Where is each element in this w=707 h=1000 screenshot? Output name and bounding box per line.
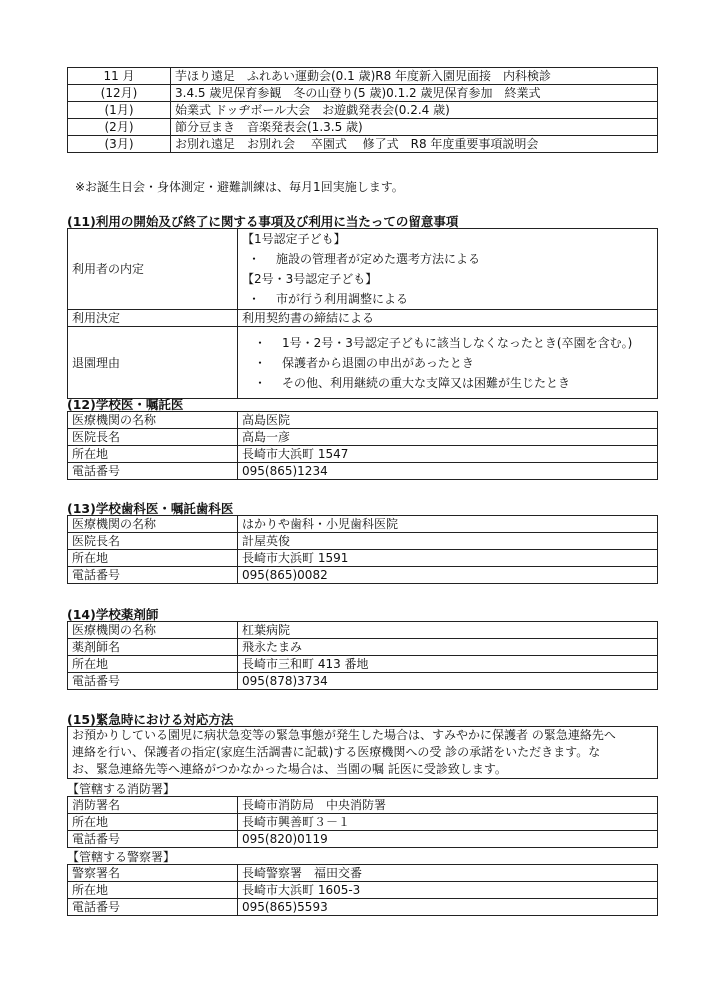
table-row [68, 119, 658, 136]
target-value [238, 229, 658, 310]
table-row: 電話番号 095(820)0119 [68, 831, 658, 848]
leave-line: ・ その他、利用継続の重大な支障又は困難が生じたとき [242, 373, 653, 393]
table-row [68, 136, 658, 153]
table-row [68, 68, 658, 85]
month-cell: 11 月 [68, 68, 171, 85]
bullet: ・ [254, 355, 267, 370]
table-row: 電話番号 095(865)0082 [68, 567, 658, 584]
school-doctor-table [67, 411, 658, 480]
table-row [68, 102, 658, 119]
table-row: 所在地 長崎市興善町３－１ [68, 814, 658, 831]
table-row [68, 85, 658, 102]
emergency-intro [67, 726, 658, 779]
table-row: 医療機関の名称 杠葉病院 [68, 622, 658, 639]
table-row: 所在地 長崎市大浜町 1547 [68, 446, 658, 463]
table-row: 所在地 長崎市大浜町 1591 [68, 550, 658, 567]
section-11-heading: (11)利用の開始及び終了に関する事項及び利用に当たっての留意事項 [67, 214, 459, 229]
decision-value: 利用契約書の締結による [238, 310, 658, 327]
section-12-heading: (12)学校医・嘱託医 [67, 397, 184, 412]
schedule-note: ※お誕生日会・身体測定・避難訓練は、毎月1回実施します。 [75, 180, 404, 194]
table-row: 医療機関の名称 高島医院 [68, 412, 658, 429]
table-row: 電話番号 095(865)1234 [68, 463, 658, 480]
month-cell: (12月) [68, 85, 171, 102]
events-cell: 3.4.5 歳児保育参観 冬の山登り(5 歳)0.1.2 歳児保育参加 終業式 [171, 85, 658, 102]
schedule-table [67, 67, 658, 153]
table-row: 所在地 長崎市大浜町 1605-3 [68, 882, 658, 899]
target-line: ・ 施設の管理者が定めた選考方法による [242, 249, 653, 269]
table-row [68, 327, 658, 399]
table-row: 電話番号 095(865)5593 [68, 899, 658, 916]
usage-table [67, 228, 658, 399]
month-cell: (2月) [68, 119, 171, 136]
table-row: 薬剤師名 飛永たまみ [68, 639, 658, 656]
events-cell: お別れ遠足 お別れ会 卒園式 修了式 R8 年度重要事項説明会 [171, 136, 658, 153]
target-line: ・ 市が行う利用調整による [242, 289, 653, 309]
bullet: ・ [248, 292, 261, 306]
target-line: 【2号・3号認定子ども】 [242, 272, 378, 286]
leave-line: ・ 1号・2号・3号認定子どもに該当しなくなったとき(卒園を含む。) [242, 333, 653, 353]
table-row: 消防署名 長崎市消防局 中央消防署 [68, 797, 658, 814]
school-dentist-table [67, 515, 658, 584]
police-station-heading: 【管轄する警察署】 [67, 850, 176, 864]
intro-line: 連絡を行い、保護者の指定(家庭生活調書に記載)する医療機関への受 診の承諾をいただきます。な [72, 745, 601, 759]
bullet: ・ [248, 252, 261, 266]
police-station-table [67, 864, 658, 916]
bullet: ・ [254, 335, 267, 350]
table-row: 医院長名 高島一彦 [68, 429, 658, 446]
table-row [68, 310, 658, 327]
section-13-heading: (13)学校歯科医・嘱託歯科医 [67, 501, 234, 516]
section-15-heading: (15)緊急時における対応方法 [67, 712, 234, 727]
table-row: 所在地 長崎市三和町 413 番地 [68, 656, 658, 673]
month-cell: (3月) [68, 136, 171, 153]
events-cell: 芋ほり遠足 ふれあい運動会(0.1 歳)R8 年度新入園児面接 内科検診 [171, 68, 658, 85]
intro-line: お、緊急連絡先等へ連絡がつかなかった場合は、当園の嘱 託医に受診致します。 [72, 762, 507, 776]
target-line: 【1号認定子ども】 [242, 232, 346, 246]
intro-line: お預かりしている園児に病状急変等の緊急事態が発生した場合は、すみやかに保護者 の緊急連絡先へ [72, 728, 616, 742]
target-label: 利用者の内定 [68, 229, 238, 310]
leave-label: 退園理由 [68, 327, 238, 399]
bullet: ・ [254, 375, 267, 390]
events-cell: 始業式 ドッヂボール大会 お遊戯発表会(0.2.4 歳) [171, 102, 658, 119]
fire-station-table [67, 796, 658, 848]
table-row: 医療機関の名称 はかりや歯科・小児歯科医院 [68, 516, 658, 533]
table-row [68, 229, 658, 310]
table-row: 警察署名 長崎警察署 福田交番 [68, 865, 658, 882]
leave-value [238, 327, 658, 399]
table-row: 医院長名 計屋英俊 [68, 533, 658, 550]
month-cell: (1月) [68, 102, 171, 119]
leave-line: ・ 保護者から退園の申出があったとき [242, 353, 653, 373]
pharmacist-table [67, 621, 658, 690]
table-row: 電話番号 095(878)3734 [68, 673, 658, 690]
decision-label: 利用決定 [68, 310, 238, 327]
events-cell: 節分豆まき 音楽発表会(1.3.5 歳) [171, 119, 658, 136]
fire-station-heading: 【管轄する消防署】 [67, 782, 176, 796]
section-14-heading: (14)学校薬剤師 [67, 607, 159, 622]
